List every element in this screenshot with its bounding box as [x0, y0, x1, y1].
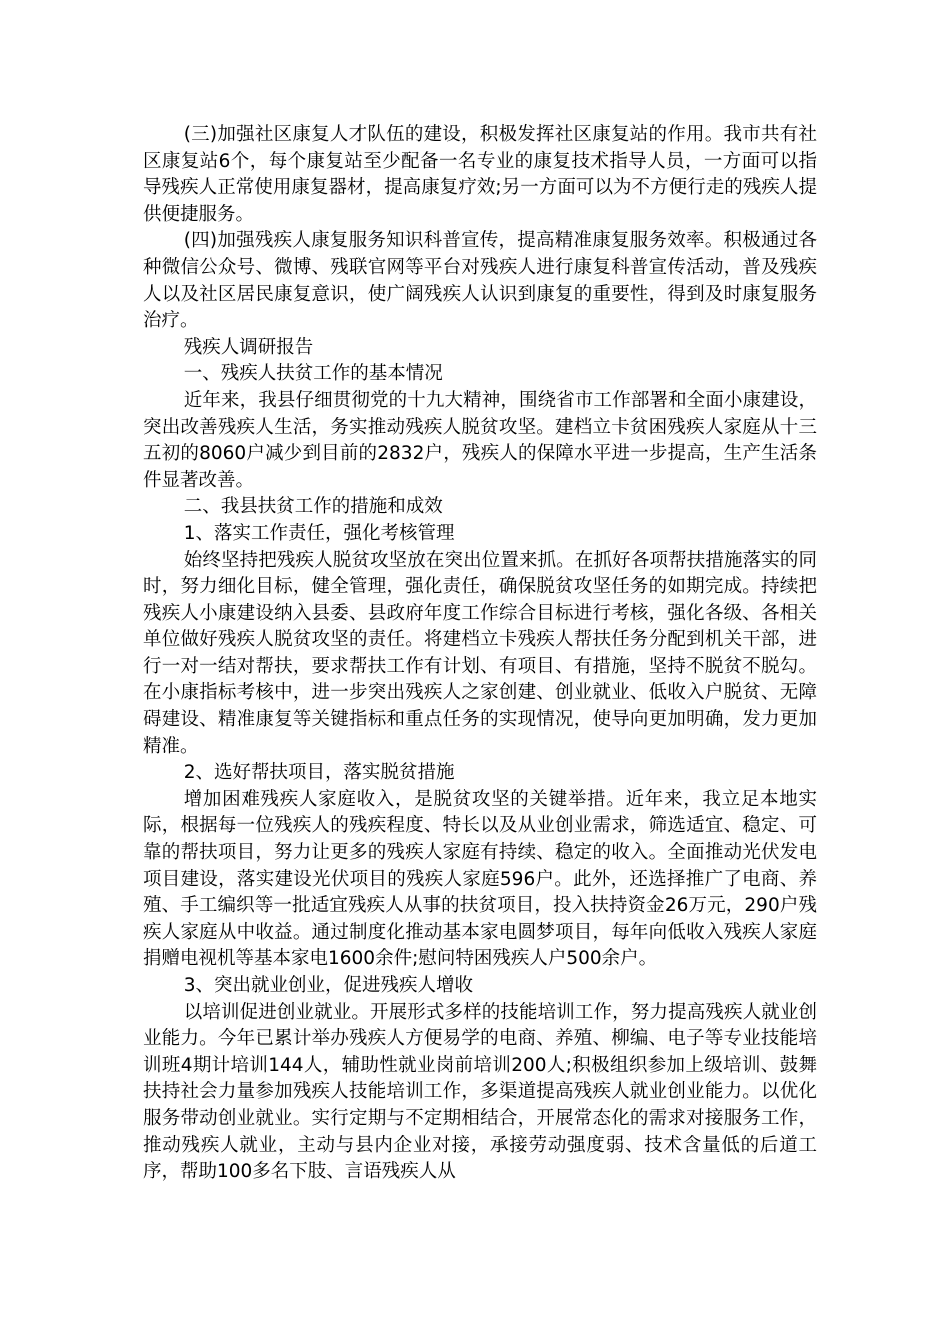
paragraph-basic-situation: 近年来，我县仔细贯彻党的十九大精神，围绕省市工作部署和全面小康建设，突出改善残疾人生活，务实推动残疾人脱贫攻坚。建档立卡贫困残疾人家庭从十三五初的8060户减少到目前的2832户，残疾人的保障水平进一步提高，生产生活条件显著改善。: [143, 389, 817, 491]
subheading-responsibility: 1、落实工作责任，强化考核管理: [183, 522, 455, 544]
section-heading-measures: 二、我县扶贫工作的措施和成效: [183, 496, 443, 518]
document-body: [143, 122, 817, 1186]
subheading-employment: 3、突出就业创业，促进残疾人增收: [183, 975, 473, 996]
paragraph-community-rehab-talent: (三)加强社区康复人才队伍的建设，积极发挥社区康复站的作用。我市共有社区康复站6个，每个康复站至少配备一名专业的康复技术指导人员，一方面可以指导残疾人正常使用康复器材，提高康复疗效;另一方面可以为不方便行走的残疾人提供便捷服务。: [143, 124, 817, 225]
report-title: 残疾人调研报告: [183, 336, 314, 358]
paragraph-rehab-publicity: (四)加强残疾人康复服务知识科普宣传，提高精准康复服务效率。积极通过各种微信公众号、微博、残联官网等平台对残疾人进行康复科普宣传活动，普及残疾人以及社区居民康复意识，使广阔残疾人认识到康复的重要性，得到及时康复服务治疗。: [143, 230, 817, 332]
paragraph-projects: 增加困难残疾人家庭收入，是脱贫攻坚的关键举措。近年来，我立足本地实际，根据每一位残疾人的残疾程度、特长以及从业创业需求，筛选适宜、稳定、可靠的帮扶项目，努力让更多的残疾人家庭有持续、稳定的收入。全面推动光伏发电项目建设，落实建设光伏项目的残疾人家庭596户。此外，还选择推广了电商、养殖、手工编织等一批适宜残疾人从事的扶贫项目，投入扶持资金26万元，290户残疾人家庭从中收益。通过制度化推动基本家电圆梦项目，每年向低收入残疾人家庭捐赠电视机等基本家电1600余件;慰问特困残疾人户500余户。: [143, 788, 817, 970]
subheading-projects: 2、选好帮扶项目，落实脱贫措施: [183, 762, 455, 784]
paragraph-employment: 以培训促进创业就业。开展形式多样的技能培训工作，努力提高残疾人就业创业能力。今年已累计举办残疾人方便易学的电商、养殖、柳编、电子等专业技能培训班4期计培训144人，辅助性就业岗前培训200人;积极组织参加上级培训、鼓舞扶持社会力量参加残疾人技能培训工作，多渠道提高残疾人就业创业能力。以优化服务带动创业就业。实行定期与不定期相结合，开展常态化的需求对接服务工作，推动残疾人就业，主动与县内企业对接，承接劳动强度弱、技术含量低的后道工序，帮助100多名下肢、言语残疾人从: [143, 1001, 817, 1183]
paragraph-responsibility: 始终坚持把残疾人脱贫攻坚放在突出位置来抓。在抓好各项帮扶措施落实的同时，努力细化目标，健全管理，强化责任，确保脱贫攻坚任务的如期完成。持续把残疾人小康建设纳入县委、县政府年度工作综合目标进行考核，强化各级、各相关单位做好残疾人脱贫攻坚的责任。将建档立卡残疾人帮扶任务分配到机关干部，进行一对一结对帮扶，要求帮扶工作有计划、有项目、有措施，坚持不脱贫不脱勾。在小康指标考核中，进一步突出残疾人之家创建、创业就业、低收入户脱贫、无障碍建设、精准康复等关键指标和重点任务的实现情况，使导向更加明确，发力更加精准。: [143, 549, 817, 757]
section-heading-basic-situation: 一、残疾人扶贫工作的基本情况: [183, 363, 443, 385]
